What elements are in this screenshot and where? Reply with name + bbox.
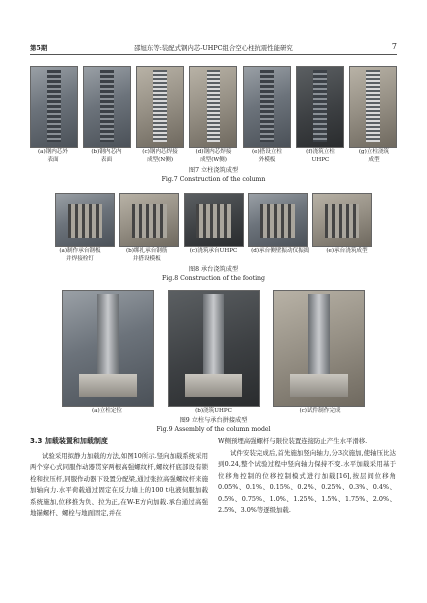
- fig9-photos: [62, 290, 365, 405]
- fig7-caption-cn: 图7 立柱浇筑成型: [188, 167, 239, 174]
- fig8-caption-cn: 图8 承台浇筑成型: [188, 266, 239, 273]
- fig8-photo-b: [119, 193, 179, 247]
- fig8-photos: [55, 193, 372, 245]
- fig8-photo-e: [312, 193, 372, 247]
- fig7-caption: [0, 166, 427, 184]
- fig7-caption-en: Fig.7 Construction of the column: [161, 176, 266, 183]
- fig9-subcap: (b)浇筑UHPC: [195, 408, 232, 414]
- body-column-left: [30, 436, 208, 520]
- section-heading: 3.3 加载装置和加载制度: [30, 437, 108, 445]
- fig8-subcap: (b)绑扎承台钢筋 并搭设模板: [125, 248, 168, 262]
- fig8-subcap: (d)承台侧壁振动仪振捣: [251, 248, 310, 254]
- fig9-subcap: (c)试件制作完成: [299, 408, 341, 414]
- fig8-photo-c: [184, 193, 244, 247]
- fig9-caption-cn: 图9 立柱与承台拼接成型: [179, 417, 248, 424]
- fig8-subcap: (a)制作承台钢板 并焊接栓钉: [59, 248, 101, 262]
- fig8-caption-en: Fig.8 Construction of the footing: [162, 275, 265, 282]
- fig7-photo-b: [83, 66, 131, 148]
- fig9-caption-en: Fig.9 Assembly of the column model: [156, 426, 271, 433]
- body-paragraph: 试件安装完成后,首先施加竖向轴力,分3次施加,使轴压比达到0.24,整个试验过程中竖向轴力保持不变.水平加载采用基于位移角控制的位移控制模式进行加载[16],按层间位移角0.05%、0.1%、0.15%、0.2%、0.25%、0.3%、0.4%、0.5%、0.75%、1.0%、1.25%、1.5%、1.75%、2.0%、2.5%、3.0%等逐级加载.: [218, 448, 396, 514]
- fig7-subcaptions: [30, 148, 397, 164]
- running-header: [30, 40, 397, 55]
- fig7-photos: [30, 66, 397, 146]
- fig7-subcap: (b)钢内芯内 表面: [91, 149, 122, 163]
- body-paragraph: W侧预埋高强螺杆与限位装置连接防止产生水平滑移.: [218, 437, 368, 445]
- running-title: 邵旭东等:装配式钢内芯-UHPC组合空心柱抗震性能研究: [134, 44, 293, 52]
- fig7-photo-e: [243, 66, 291, 148]
- fig9-caption: [0, 416, 427, 434]
- fig9-photo-c: [273, 290, 365, 407]
- fig8-subcaptions: [48, 247, 379, 263]
- fig7-subcap: (f)浇筑立柱 UHPC: [306, 149, 335, 163]
- fig7-photo-d: [189, 66, 237, 148]
- fig9-subcaptions: [62, 407, 365, 415]
- fig7-subcap: (e)搭设立柱 外模板: [251, 149, 283, 163]
- fig8-subcap: (e)承台浇筑成型: [326, 248, 368, 254]
- fig7-subcap: (d)钢内芯焊接 成型(W侧): [195, 149, 232, 163]
- fig9-photo-b: [168, 290, 260, 407]
- issue-number: 第5期: [30, 44, 48, 52]
- fig7-photo-g: [349, 66, 397, 148]
- body-paragraph: 试验采用拟静力加载的方法,如图10所示.竖向加载系统采用两个穿心式同服作动器贯穿两根高强螺纹杆,螺纹杆底部设有锁栓和拉压杆,同服作动器下设置分配梁,通过张拉高强螺纹杆来施加轴向力.水平荷载通过固定在反力墙上的100 t电液伺服加载系统施加,位移推为负、拉为正,在W-E方向加载.承台通过高强地锚螺杆、螺栓与地面固定,并在: [30, 451, 208, 517]
- fig7-photo-f: [296, 66, 344, 148]
- body-column-right: [218, 436, 396, 517]
- fig7-subcap: (c)钢内芯焊接 成型(N侧): [142, 149, 178, 163]
- fig9-subcap: (a)立柱定位: [91, 408, 123, 414]
- fig7-subcap: (a)钢内芯外 表面: [37, 149, 69, 163]
- fig8-photo-d: [248, 193, 308, 247]
- page-number: 7: [391, 42, 397, 51]
- fig8-subcap: (c)浇筑承台UHPC: [189, 248, 238, 254]
- fig8-photo-a: [55, 193, 115, 247]
- fig9-photo-a: [62, 290, 154, 407]
- fig7-photo-a: [30, 66, 78, 148]
- fig7-photo-c: [136, 66, 184, 148]
- fig8-caption: [0, 265, 427, 283]
- fig7-subcap: (g)立柱浇筑 成型: [358, 149, 390, 163]
